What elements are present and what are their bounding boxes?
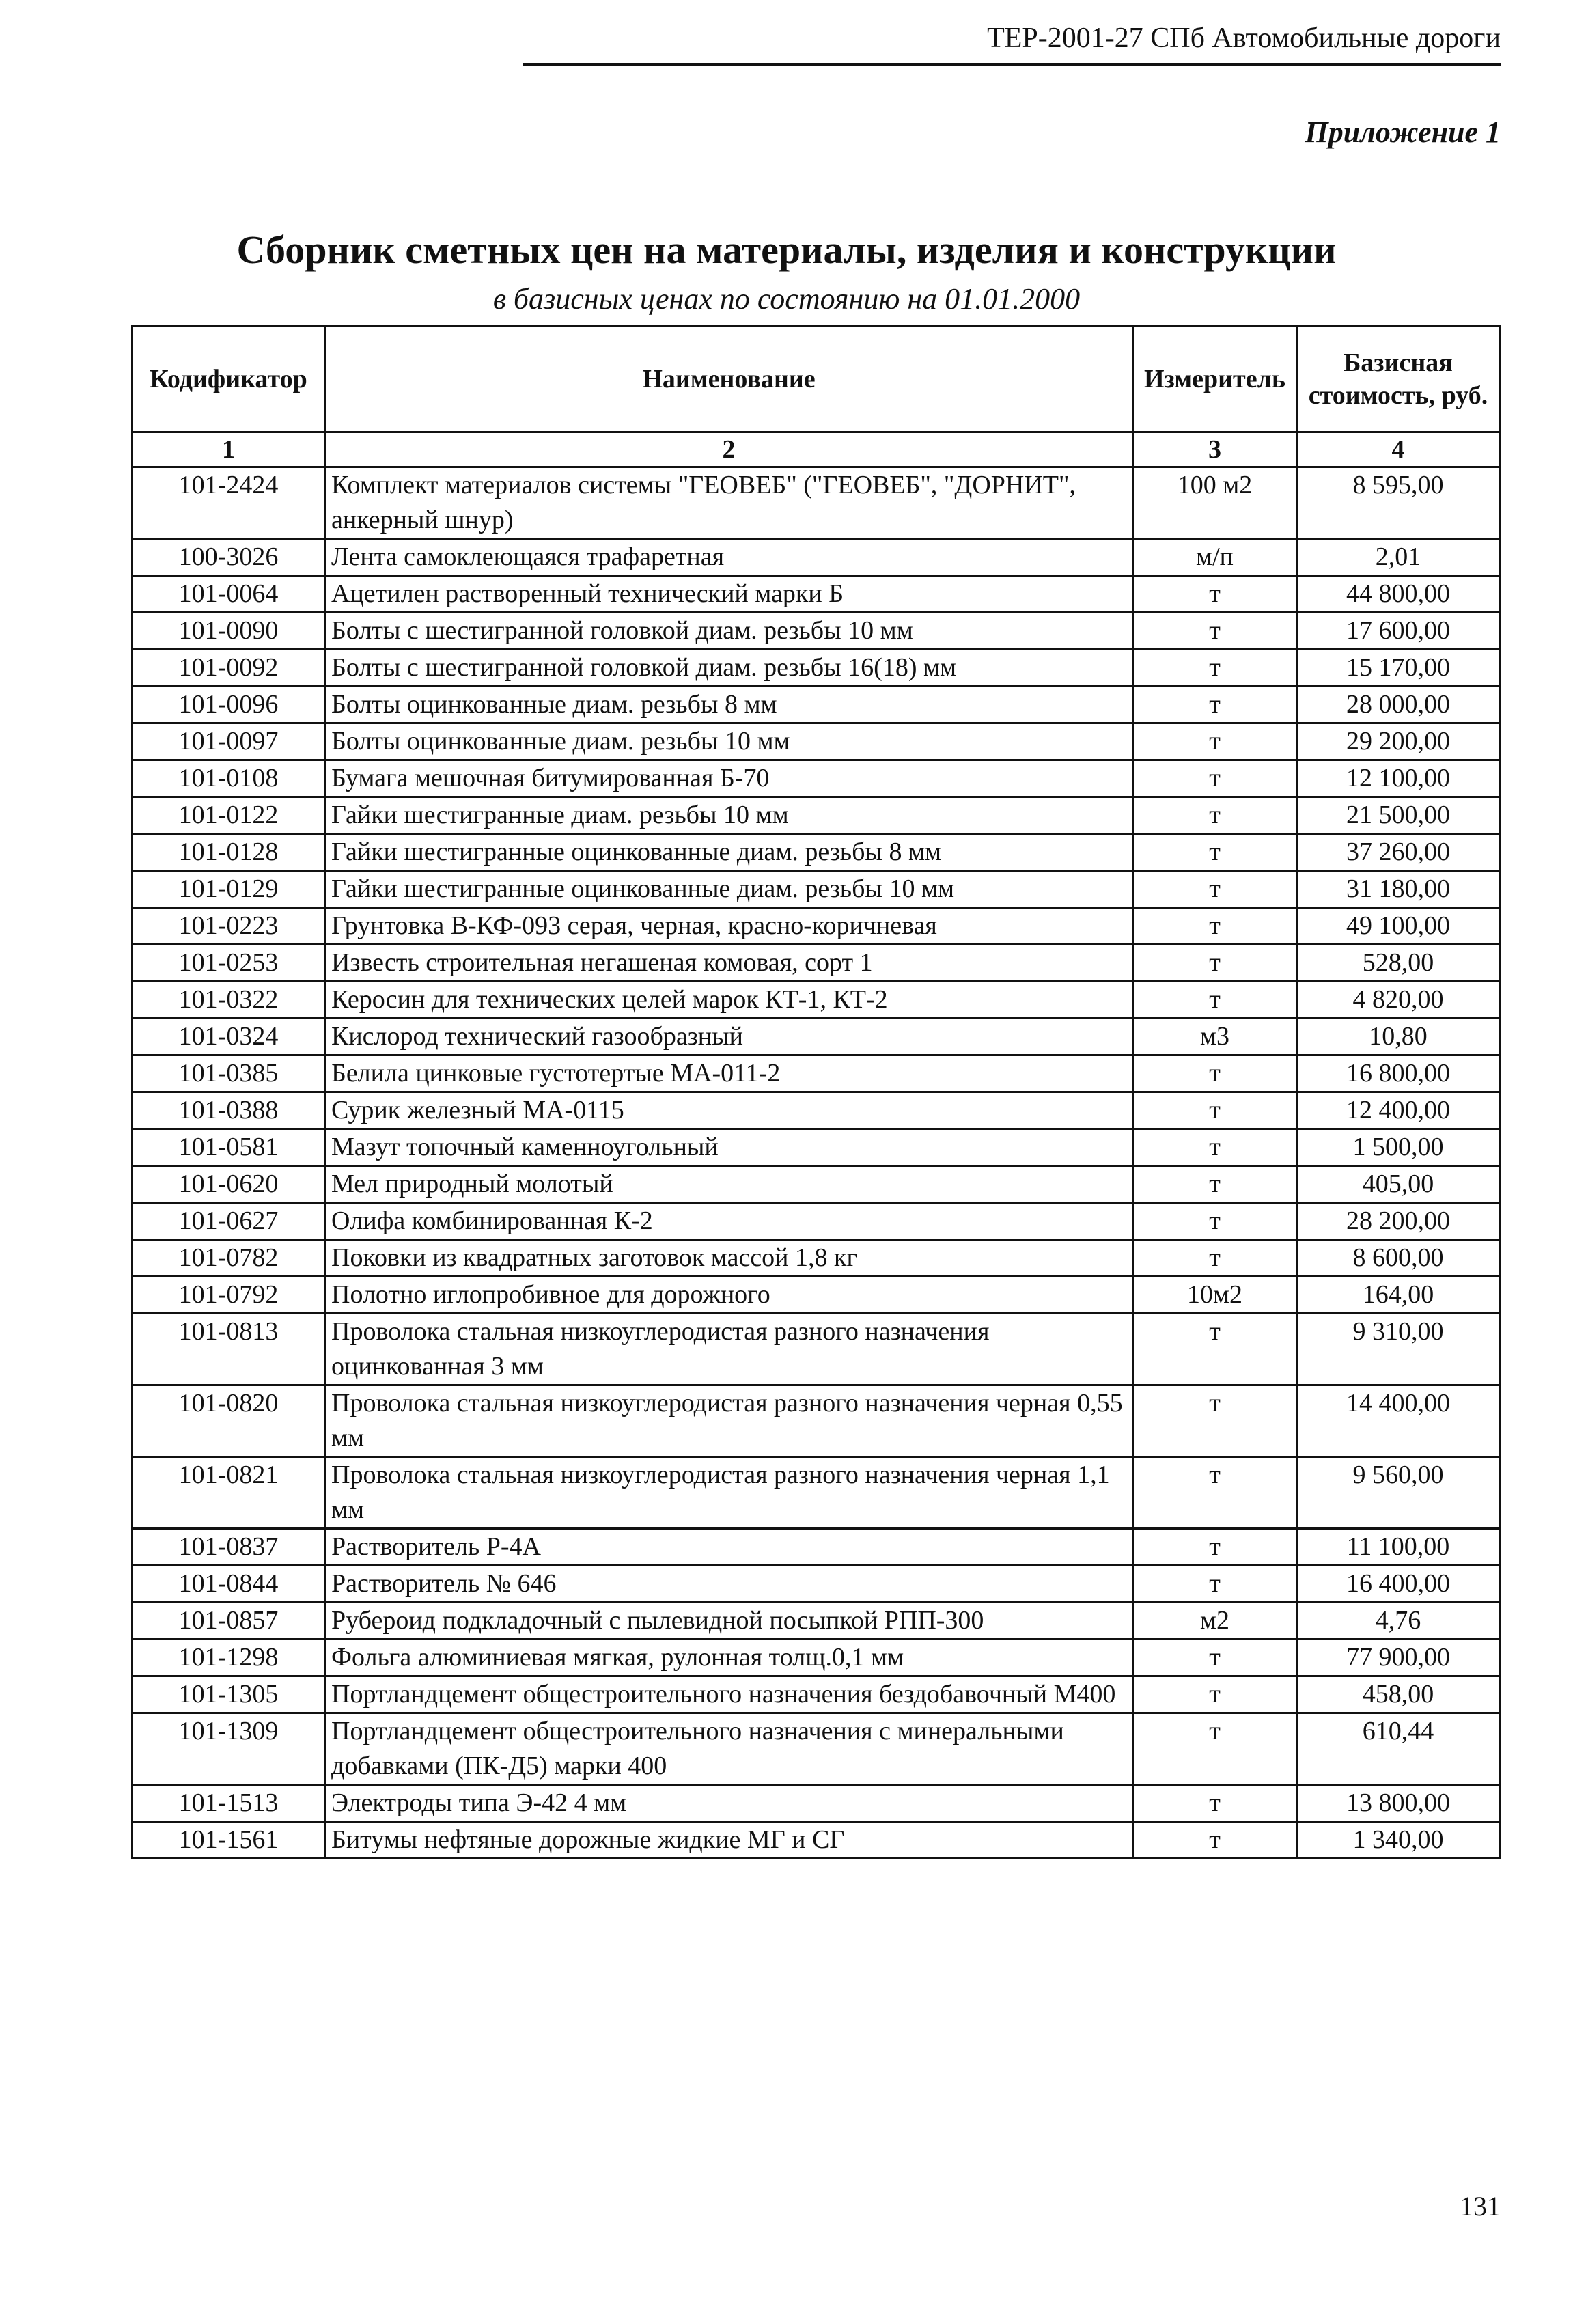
name-cell: Грунтовка В-КФ-093 серая, черная, красно-коричневая <box>325 908 1133 945</box>
unit-cell: т <box>1133 1713 1297 1785</box>
name-cell: Лента самоклеющаяся трафаретная <box>325 539 1133 576</box>
code-cell: 101-0322 <box>133 982 325 1019</box>
price-cell: 2,01 <box>1297 539 1500 576</box>
table-row <box>133 1713 1500 1785</box>
price-cell: 405,00 <box>1297 1166 1500 1203</box>
name-cell: Поковки из квадратных заготовок массой 1,8 кг <box>325 1240 1133 1277</box>
column-number-row <box>133 432 1500 467</box>
unit-cell: т <box>1133 945 1297 982</box>
table-row <box>133 908 1500 945</box>
name-cell: Ацетилен растворенный технический марки Б <box>325 576 1133 613</box>
code-cell: 101-2424 <box>133 467 325 539</box>
code-cell: 101-0090 <box>133 613 325 650</box>
name-cell: Белила цинковые густотертые МА-011-2 <box>325 1055 1133 1092</box>
price-cell: 37 260,00 <box>1297 834 1500 871</box>
unit-cell: м3 <box>1133 1019 1297 1055</box>
code-cell: 101-0837 <box>133 1529 325 1566</box>
code-cell: 101-0128 <box>133 834 325 871</box>
price-cell: 4 820,00 <box>1297 982 1500 1019</box>
code-cell: 101-0223 <box>133 908 325 945</box>
price-cell: 9 310,00 <box>1297 1314 1500 1385</box>
price-cell: 1 340,00 <box>1297 1822 1500 1859</box>
unit-cell: т <box>1133 908 1297 945</box>
name-cell: Болты оцинкованные диам. резьбы 8 мм <box>325 687 1133 723</box>
unit-cell: т <box>1133 1822 1297 1859</box>
table-row <box>133 834 1500 871</box>
price-cell: 8 600,00 <box>1297 1240 1500 1277</box>
table-row <box>133 1822 1500 1859</box>
table-row <box>133 797 1500 834</box>
header-rule <box>523 63 1501 66</box>
unit-cell: т <box>1133 1566 1297 1603</box>
code-cell: 101-0092 <box>133 650 325 687</box>
column-number: 1 <box>133 432 325 467</box>
price-cell: 14 400,00 <box>1297 1385 1500 1457</box>
name-cell: Электроды типа Э-42 4 мм <box>325 1785 1133 1822</box>
table-row <box>133 467 1500 539</box>
name-cell: Мел природный молотый <box>325 1166 1133 1203</box>
price-cell: 31 180,00 <box>1297 871 1500 908</box>
code-cell: 101-0792 <box>133 1277 325 1314</box>
table-row <box>133 1457 1500 1529</box>
name-cell: Известь строительная негашеная комовая, сорт 1 <box>325 945 1133 982</box>
table-row <box>133 1055 1500 1092</box>
unit-cell: т <box>1133 760 1297 797</box>
unit-cell: т <box>1133 1166 1297 1203</box>
code-cell: 101-1305 <box>133 1676 325 1713</box>
unit-cell: т <box>1133 1785 1297 1822</box>
code-cell: 101-0813 <box>133 1314 325 1385</box>
price-table <box>131 325 1501 1859</box>
price-cell: 77 900,00 <box>1297 1640 1500 1676</box>
table-row <box>133 1785 1500 1822</box>
code-cell: 101-0096 <box>133 687 325 723</box>
table-row <box>133 613 1500 650</box>
table-row <box>133 1240 1500 1277</box>
name-cell: Фольга алюминиевая мягкая, рулонная толщ.0,1 мм <box>325 1640 1133 1676</box>
price-cell: 528,00 <box>1297 945 1500 982</box>
unit-cell: т <box>1133 834 1297 871</box>
column-number: 2 <box>325 432 1133 467</box>
name-cell: Гайки шестигранные диам. резьбы 10 мм <box>325 797 1133 834</box>
code-cell: 101-1513 <box>133 1785 325 1822</box>
code-cell: 101-0820 <box>133 1385 325 1457</box>
price-cell: 164,00 <box>1297 1277 1500 1314</box>
code-cell: 101-0385 <box>133 1055 325 1092</box>
unit-cell: т <box>1133 1129 1297 1166</box>
table-row <box>133 982 1500 1019</box>
table-row <box>133 687 1500 723</box>
price-cell: 458,00 <box>1297 1676 1500 1713</box>
code-cell: 101-0122 <box>133 797 325 834</box>
name-cell: Кислород технический газообразный <box>325 1019 1133 1055</box>
page-number: 131 <box>1460 2191 1501 2222</box>
unit-cell: т <box>1133 687 1297 723</box>
name-cell: Олифа комбинированная К-2 <box>325 1203 1133 1240</box>
price-cell: 4,76 <box>1297 1603 1500 1640</box>
column-header-unit: Измеритель <box>1133 327 1297 432</box>
column-number: 4 <box>1297 432 1500 467</box>
name-cell: Комплект материалов системы "ГЕОВЕБ" ("ГЕОВЕБ", "ДОРНИТ", анкерный шнур) <box>325 467 1133 539</box>
unit-cell: т <box>1133 1676 1297 1713</box>
name-cell: Растворитель № 646 <box>325 1566 1133 1603</box>
unit-cell: 10м2 <box>1133 1277 1297 1314</box>
table-row <box>133 576 1500 613</box>
unit-cell: 100 м2 <box>1133 467 1297 539</box>
name-cell: Болты с шестигранной головкой диам. резьбы 16(18) мм <box>325 650 1133 687</box>
table-row <box>133 1603 1500 1640</box>
table-row <box>133 1640 1500 1676</box>
table-row <box>133 1019 1500 1055</box>
code-cell: 101-1298 <box>133 1640 325 1676</box>
code-cell: 101-0097 <box>133 723 325 760</box>
unit-cell: т <box>1133 1314 1297 1385</box>
price-cell: 28 000,00 <box>1297 687 1500 723</box>
table-row <box>133 1203 1500 1240</box>
price-cell: 610,44 <box>1297 1713 1500 1785</box>
name-cell: Рубероид подкладочный с пылевидной посыпкой РПП-300 <box>325 1603 1133 1640</box>
name-cell: Болты с шестигранной головкой диам. резьбы 10 мм <box>325 613 1133 650</box>
column-header-code: Кодификатор <box>133 327 325 432</box>
code-cell: 101-0129 <box>133 871 325 908</box>
name-cell: Проволока стальная низкоуглеродистая разного назначения черная 0,55 мм <box>325 1385 1133 1457</box>
name-cell: Сурик железный МА-0115 <box>325 1092 1133 1129</box>
name-cell: Гайки шестигранные оцинкованные диам. резьбы 10 мм <box>325 871 1133 908</box>
table-row <box>133 760 1500 797</box>
name-cell: Гайки шестигранные оцинкованные диам. резьбы 8 мм <box>325 834 1133 871</box>
table-row <box>133 1676 1500 1713</box>
unit-cell: т <box>1133 1203 1297 1240</box>
document-title: Сборник сметных цен на материалы, изделия и конструкции <box>236 227 1337 272</box>
appendix-label: Приложение 1 <box>1305 115 1501 149</box>
table-row <box>133 1092 1500 1129</box>
price-cell: 9 560,00 <box>1297 1457 1500 1529</box>
document-subtitle: в базисных ценах по состоянию на 01.01.2000 <box>492 282 1081 316</box>
price-cell: 15 170,00 <box>1297 650 1500 687</box>
unit-cell: т <box>1133 723 1297 760</box>
table-header-row <box>133 327 1500 432</box>
column-header-name: Наименование <box>325 327 1133 432</box>
code-cell: 101-1309 <box>133 1713 325 1785</box>
table-row <box>133 1529 1500 1566</box>
name-cell: Проволока стальная низкоуглеродистая разного назначения оцинкованная 3 мм <box>325 1314 1133 1385</box>
price-cell: 17 600,00 <box>1297 613 1500 650</box>
table-row <box>133 723 1500 760</box>
name-cell: Бумага мешочная битумированная Б-70 <box>325 760 1133 797</box>
unit-cell: т <box>1133 1240 1297 1277</box>
name-cell: Полотно иглопробивное для дорожного <box>325 1277 1133 1314</box>
price-cell: 16 800,00 <box>1297 1055 1500 1092</box>
name-cell: Керосин для технических целей марок КТ-1, КТ-2 <box>325 982 1133 1019</box>
price-cell: 8 595,00 <box>1297 467 1500 539</box>
name-cell: Растворитель Р-4А <box>325 1529 1133 1566</box>
code-cell: 100-3026 <box>133 539 325 576</box>
price-cell: 44 800,00 <box>1297 576 1500 613</box>
unit-cell: м2 <box>1133 1603 1297 1640</box>
name-cell: Портландцемент общестроительного назначения бездобавочный М400 <box>325 1676 1133 1713</box>
table-row <box>133 945 1500 982</box>
unit-cell: т <box>1133 982 1297 1019</box>
table-row <box>133 1277 1500 1314</box>
unit-cell: т <box>1133 1457 1297 1529</box>
unit-cell: м/п <box>1133 539 1297 576</box>
code-cell: 101-0064 <box>133 576 325 613</box>
table-row <box>133 650 1500 687</box>
code-cell: 101-0782 <box>133 1240 325 1277</box>
price-cell: 16 400,00 <box>1297 1566 1500 1603</box>
code-cell: 101-0857 <box>133 1603 325 1640</box>
name-cell: Мазут топочный каменноугольный <box>325 1129 1133 1166</box>
unit-cell: т <box>1133 1385 1297 1457</box>
price-cell: 12 100,00 <box>1297 760 1500 797</box>
price-cell: 13 800,00 <box>1297 1785 1500 1822</box>
column-header-price: Базисная стоимость, руб. <box>1297 327 1500 432</box>
code-cell: 101-0253 <box>133 945 325 982</box>
table-row <box>133 539 1500 576</box>
code-cell: 101-0108 <box>133 760 325 797</box>
unit-cell: т <box>1133 797 1297 834</box>
unit-cell: т <box>1133 1529 1297 1566</box>
table-row <box>133 871 1500 908</box>
price-cell: 10,80 <box>1297 1019 1500 1055</box>
name-cell: Проволока стальная низкоуглеродистая разного назначения черная 1,1 мм <box>325 1457 1133 1529</box>
price-cell: 29 200,00 <box>1297 723 1500 760</box>
code-cell: 101-0581 <box>133 1129 325 1166</box>
table-row <box>133 1129 1500 1166</box>
code-cell: 101-0388 <box>133 1092 325 1129</box>
code-cell: 101-0844 <box>133 1566 325 1603</box>
name-cell: Болты оцинкованные диам. резьбы 10 мм <box>325 723 1133 760</box>
price-cell: 11 100,00 <box>1297 1529 1500 1566</box>
column-number: 3 <box>1133 432 1297 467</box>
table-body <box>133 467 1500 1859</box>
code-cell: 101-0620 <box>133 1166 325 1203</box>
price-cell: 49 100,00 <box>1297 908 1500 945</box>
table-row <box>133 1166 1500 1203</box>
price-cell: 28 200,00 <box>1297 1203 1500 1240</box>
name-cell: Портландцемент общестроительного назначения с минеральными добавками (ПК-Д5) марки 400 <box>325 1713 1133 1785</box>
unit-cell: т <box>1133 1640 1297 1676</box>
unit-cell: т <box>1133 871 1297 908</box>
name-cell: Битумы нефтяные дорожные жидкие МГ и СГ <box>325 1822 1133 1859</box>
code-cell: 101-0627 <box>133 1203 325 1240</box>
code-cell: 101-0821 <box>133 1457 325 1529</box>
price-cell: 12 400,00 <box>1297 1092 1500 1129</box>
unit-cell: т <box>1133 650 1297 687</box>
unit-cell: т <box>1133 613 1297 650</box>
price-cell: 1 500,00 <box>1297 1129 1500 1166</box>
running-title: ТЕР-2001-27 СПб Автомобильные дороги <box>987 23 1501 54</box>
table-row <box>133 1314 1500 1385</box>
unit-cell: т <box>1133 1092 1297 1129</box>
table-row <box>133 1566 1500 1603</box>
table-row <box>133 1385 1500 1457</box>
unit-cell: т <box>1133 576 1297 613</box>
code-cell: 101-0324 <box>133 1019 325 1055</box>
price-cell: 21 500,00 <box>1297 797 1500 834</box>
unit-cell: т <box>1133 1055 1297 1092</box>
code-cell: 101-1561 <box>133 1822 325 1859</box>
